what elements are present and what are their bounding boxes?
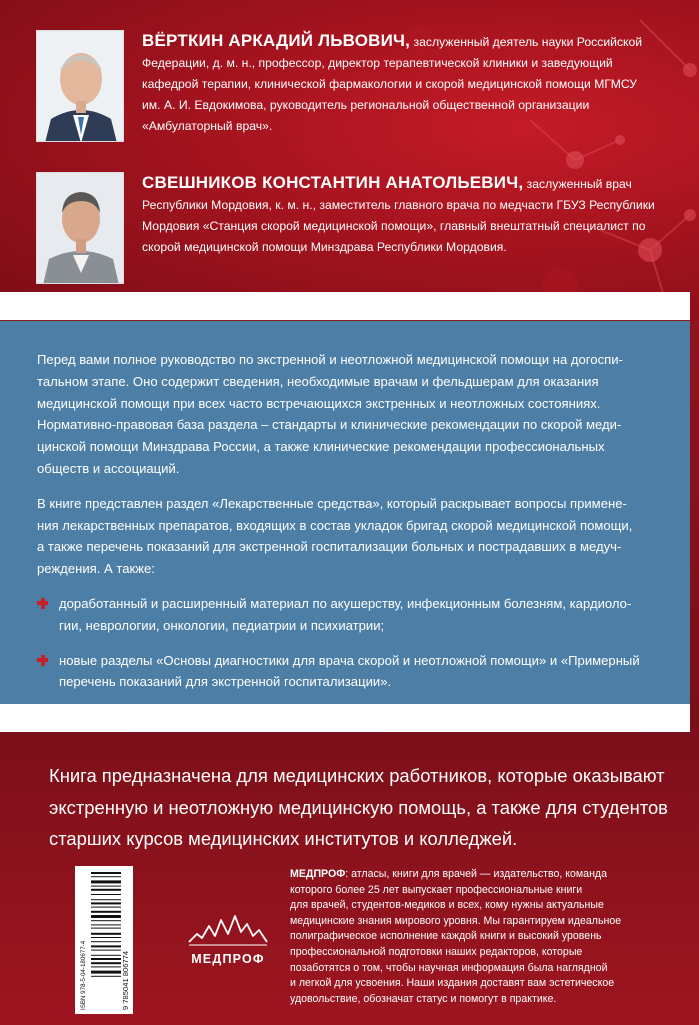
bullet-line: новые разделы «Основы диагностики для врача скорой и неотложной помощи» и «Примерный <box>59 652 640 668</box>
author-1-photo <box>36 30 124 142</box>
annotation-line: Нормативно-правовая база раздела – стандарты и клинические рекомендации по скорой меди- <box>37 417 622 433</box>
annotation-line: реждения. А также: <box>37 561 155 577</box>
publisher-line: позаботятся о том, чтобы научная информация была наглядной <box>290 961 608 974</box>
annotation-line: цинской помощи Минздрава России, а также клинические рекомендации профессиональных <box>37 439 605 455</box>
barcode-bar <box>91 958 121 960</box>
annotation-line: В книге представлен раздел «Лекарственные средства», который раскрывает вопросы примене- <box>37 495 627 511</box>
author-2 <box>36 172 676 284</box>
barcode-bar <box>91 971 121 974</box>
barcode-digits: 9 785041 806774 <box>121 950 130 1010</box>
barcode-bar <box>91 937 121 938</box>
author-1-name: ВЁРТКИН АРКАДИЙ ЛЬВОВИЧ, <box>142 31 411 50</box>
logo-name: МЕДПРОФ <box>191 952 265 966</box>
author-1-bio-line: им. А. И. Евдокимова, руководитель региональной общественной организации <box>142 98 590 112</box>
annotation-line: тальном этапе. Оно содержит сведения, необходимые врачам и фельдшерам для оказания <box>37 373 599 389</box>
barcode-bar <box>91 924 121 925</box>
publisher-line: для врачей, студентов-медиков и всех, кому нужны актуальные <box>290 899 604 912</box>
author-2-bio-line: Мордовия «Станция скорой медицинской помощи», главный внештатный специалист по <box>142 219 646 233</box>
publisher-line: которого более 25 лет выпускает профессиональные книги <box>290 883 583 896</box>
bullet-line: гии, неврологии, онкологии, педиатрии и психиатрии; <box>59 617 385 633</box>
red-plus-icon <box>37 655 48 666</box>
publisher-line: медицинские знания мирового уровня. Мы гарантируем идеальное <box>290 914 622 927</box>
author-2-name: СВЕШНИКОВ КОНСТАНТИН АНАТОЛЬЕВИЧ, <box>142 173 524 192</box>
author-2-bio <box>142 172 655 284</box>
barcode-bar <box>91 928 121 929</box>
barcode-bar <box>91 933 121 935</box>
author-1-bio <box>142 30 642 142</box>
author-2-photo <box>36 172 124 284</box>
barcode-bar <box>91 902 121 904</box>
publisher-description <box>290 867 675 1007</box>
barcode-bar <box>91 894 121 895</box>
barcode-bar <box>91 955 121 956</box>
author-1 <box>36 30 676 142</box>
author-1-bio-first: заслуженный деятель науки Российской <box>410 35 643 49</box>
purpose-line: старших курсов медицинских институтов и колледжей. <box>49 828 518 849</box>
medprof-logo-icon <box>185 912 271 948</box>
annotation-paragraph-2 <box>37 493 650 580</box>
publisher-line: профессиональной подготовки наших редакторов, которые <box>290 945 583 958</box>
list-item <box>37 593 650 637</box>
barcode-bar <box>91 899 121 900</box>
bullet-line: доработанный и расширенный материал по акушерству, инфекционным болезням, кардиоло- <box>59 595 632 611</box>
publisher-line: удовольствие, обозначат статус и помогут в практике. <box>290 992 557 1005</box>
annotation-line: медицинской помощи при всех часто встречающихся экстренных и неотложных состояниях. <box>37 395 601 411</box>
annotation-paragraph-1 <box>37 349 650 480</box>
list-item <box>37 650 650 694</box>
barcode-bar <box>91 886 121 887</box>
barcode-bar <box>91 976 121 977</box>
author-2-bio-first: заслуженный врач <box>523 177 632 191</box>
publisher-line: и легкой для усвоения. Наши издания доставят вам эстетическое <box>290 977 615 990</box>
publisher-line: полиграфическое исполнение каждой книги и высокий уровень <box>290 930 602 943</box>
author-1-bio-line: «Амбулаторный врач». <box>142 119 273 133</box>
annotation-line: а также перечень показаний для экстренной госпитализации больных и пострадавших в медуч- <box>37 539 622 555</box>
barcode-bar <box>91 872 121 874</box>
barcode-bar <box>91 962 121 964</box>
publisher-brand: МЕДПРОФ <box>290 868 346 880</box>
barcode-bar <box>91 915 121 918</box>
annotation-line: Перед вами полное руководство по экстренной и неотложной медицинской помощи на догоспи- <box>37 352 623 367</box>
barcode-bar <box>91 876 121 877</box>
annotation-line: обществ и ассоциаций. <box>37 460 180 476</box>
barcode-bar <box>91 889 121 891</box>
author-1-bio-line: Федерации, д. м. н., профессор, директор терапевтической клиники и заведующий <box>142 56 613 70</box>
author-2-bio-line: Республики Мордовия, к. м. н., заместитель главного врача по медчасти ГБУЗ Республики <box>142 198 655 212</box>
white-divider-top <box>0 292 690 320</box>
barcode-bar <box>91 880 121 883</box>
barcode-bar <box>91 911 121 913</box>
purpose-line: Книга предназначена для медицинских работников, которые оказывают <box>49 765 665 786</box>
barcode-bar <box>91 907 121 908</box>
author-1-bio-line: кафедрой терапии, клинической фармакологии и скорой медицинской помощи МГМСУ <box>142 77 637 91</box>
annotation-line: ния лекарственных препаратов, входящих в состав укладок бригад скорой медицинской помощи, <box>37 517 633 533</box>
publisher-first-line: : атласы, книги для врачей — издательство, команда <box>345 868 607 880</box>
isbn-text: ISBN 978-5-04-180677-4 <box>80 940 87 1010</box>
annotation-panel <box>0 321 690 704</box>
barcode-bar <box>91 920 121 921</box>
annotation-bullet-list <box>37 593 650 693</box>
barcode-bar <box>91 966 121 967</box>
bullet-line: перечень показаний для экстренной госпитализации». <box>59 674 392 690</box>
white-divider-bottom <box>0 704 690 732</box>
author-2-bio-line: скорой медицинской помощи Минздрава Республики Мордовия. <box>142 240 507 254</box>
red-plus-icon <box>37 598 48 609</box>
isbn-barcode <box>75 866 133 1014</box>
target-audience-text <box>49 760 669 855</box>
barcode-bar <box>91 950 121 951</box>
barcode-bar <box>91 945 121 947</box>
authors-section <box>0 0 699 320</box>
purpose-line: экстренную и неотложную медицинскую помощь, а также для студентов <box>49 796 668 818</box>
publisher-logo <box>185 912 271 972</box>
barcode-bar <box>91 941 121 942</box>
